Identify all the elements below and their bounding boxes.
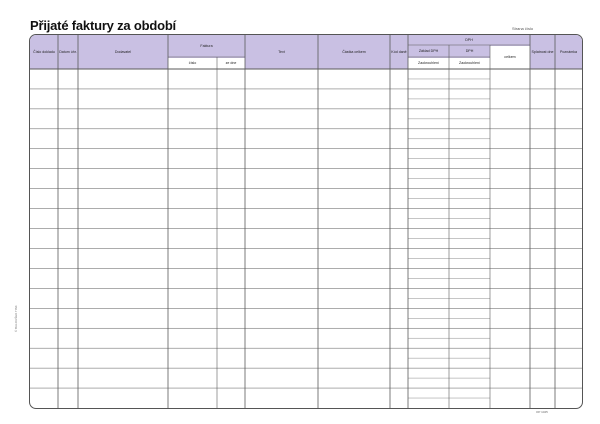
footer-code: OP 1025 <box>536 410 548 414</box>
header-zaokrouhleni-1: Zaokrouhlení <box>418 61 439 65</box>
header-dph-sub: DPH <box>465 49 474 53</box>
header-dodavatel: Dodavatel <box>114 50 132 54</box>
invoice-ledger-form <box>29 34 583 409</box>
header-faktura: Faktura <box>200 44 213 48</box>
header-cislo-dokladu: Číslo dokladu <box>33 50 55 54</box>
header-ze-dne: ze dne <box>225 61 237 65</box>
header-celkem: celkem <box>504 55 516 59</box>
header-poznamka: Poznámka <box>560 50 577 54</box>
header-splatnost: Splatnost dne <box>531 50 554 54</box>
header-dph: DPH <box>465 38 473 42</box>
header-text: Text <box>278 50 285 54</box>
side-print-code: © BALOUŠEK TISK <box>14 305 18 332</box>
page-title: Přijaté faktury za období <box>30 18 176 33</box>
header-cislo: číslo <box>188 61 197 65</box>
header-kod-dane: Kód daně <box>391 50 407 54</box>
header-zaokrouhleni-2: Zaokrouhlení <box>459 61 480 65</box>
header-zaklad-dph: Základ DPH <box>418 49 439 53</box>
header-castka: Částka celkem <box>342 50 366 54</box>
header-datum-uhr: Datum úhr. <box>59 50 77 54</box>
ledger-grid <box>30 35 582 408</box>
page-number-label: Strana číslo <box>512 26 534 31</box>
